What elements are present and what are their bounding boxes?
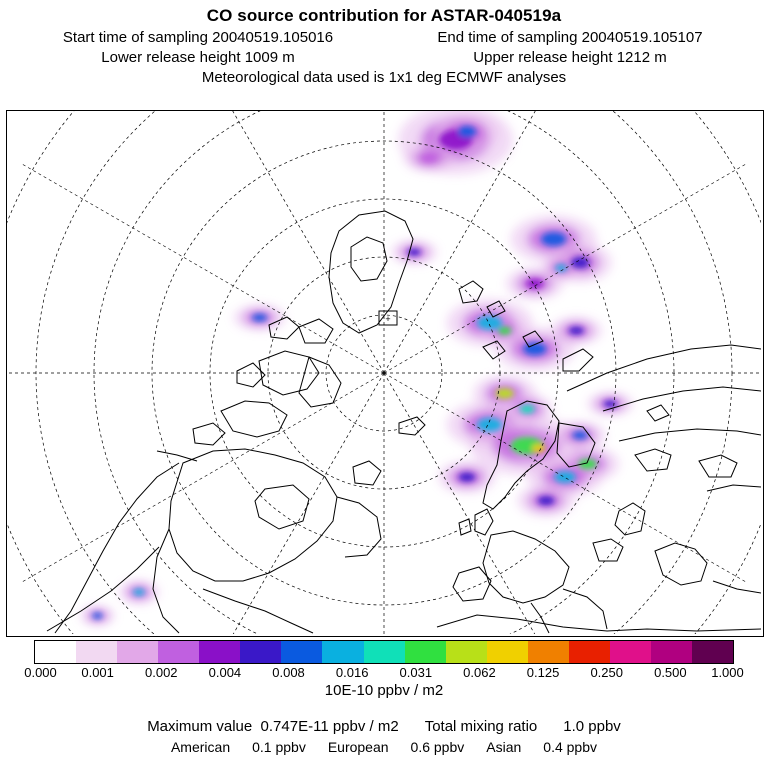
european-label: European [327,739,389,755]
colorbar-segment [610,641,651,663]
start-time-label: Start time of sampling 20040519.105016 [62,29,334,46]
plume-core [422,154,437,162]
colorbar-segment [281,641,322,663]
svg-text:+: + [385,314,391,324]
end-time-label: End time of sampling 20040519.105107 [437,29,703,46]
plume-core [93,613,103,619]
colorbar-segment [158,641,199,663]
european-value: 0.6 ppbv [410,739,465,755]
asian-label: Asian [486,739,522,755]
plume-core [538,496,555,505]
sampling-times-row [0,29,768,46]
plume-core [532,444,545,452]
american-label: American [170,739,231,755]
colorbar-segment [446,641,487,663]
met-data-label: Meteorological data used is 1x1 deg ECMWF analyses [201,69,567,86]
plume-core [520,405,535,414]
colorbar-segment [322,641,363,663]
colorbar-segment [364,641,405,663]
upper-release-height-label: Upper release height 1212 m [473,49,667,66]
plume-core [569,327,584,335]
maximum-value-label: Maximum value 0.747E-11 ppbv / m2 [147,718,399,735]
total-mixing-ratio-value: 1.0 ppbv [563,718,621,735]
colorbar-segment [240,641,281,663]
polar-map [7,111,761,634]
colorbar-segment [569,641,610,663]
plume-core [459,472,476,481]
plume-core [133,589,145,596]
american-value: 0.1 ppbv [252,739,306,755]
page-title: CO source contribution for ASTAR-040519a [206,6,562,25]
lower-release-height-label: Lower release height 1009 m [101,49,295,66]
plume-core [498,327,511,335]
colorbar-tick-label: 0.125 [526,665,560,680]
colorbar-tick-label: 0.031 [399,665,433,680]
colorbar-tick-label: 0.008 [272,665,305,680]
plume-core [571,257,589,269]
figure-header [0,0,768,86]
colorbar-segment [651,641,692,663]
release-heights-row [0,49,768,66]
colorbar-segment [35,641,76,663]
colorbar-tick-label: 1.000 [711,665,744,680]
colorbar-tick-label: 0.004 [208,665,242,680]
colorbar-tick-label: 0.016 [335,665,369,680]
total-mixing-ratio-label: Total mixing ratio [424,718,538,735]
colorbar-segment [117,641,158,663]
colorbar-segment [487,641,528,663]
colorbar-segment [199,641,240,663]
plume-core [477,418,502,432]
footer-row-1 [0,718,768,735]
footer-row-2 [0,739,768,755]
plume-core [252,314,267,321]
plume-core [458,126,476,138]
colorbar-panel [6,640,762,699]
plume-core [477,316,502,330]
colorbar-tick-labels [24,664,744,680]
colorbar-tick-label: 0.002 [144,665,178,680]
figure-footer [0,718,768,755]
colorbar-segment [405,641,446,663]
plume-core [573,431,588,439]
colorbar-tick-label: 0.500 [654,665,687,680]
asian-value: 0.4 ppbv [543,739,598,755]
colorbar-tick-label: 0.001 [81,665,114,680]
plume-core [541,232,566,246]
colorbar-unit-label: 10E-10 ppbv / m2 [324,682,444,699]
colorbar-segment [692,641,733,663]
colorbar-segment [76,641,117,663]
plume-core [604,400,617,407]
colorbar-segment [528,641,569,663]
colorbar-tick-label: 0.000 [24,665,57,680]
colorbar-tick-label: 0.062 [463,665,496,680]
colorbar [34,640,734,664]
colorbar-tick-label: 0.250 [590,665,623,680]
map-panel [6,110,764,637]
